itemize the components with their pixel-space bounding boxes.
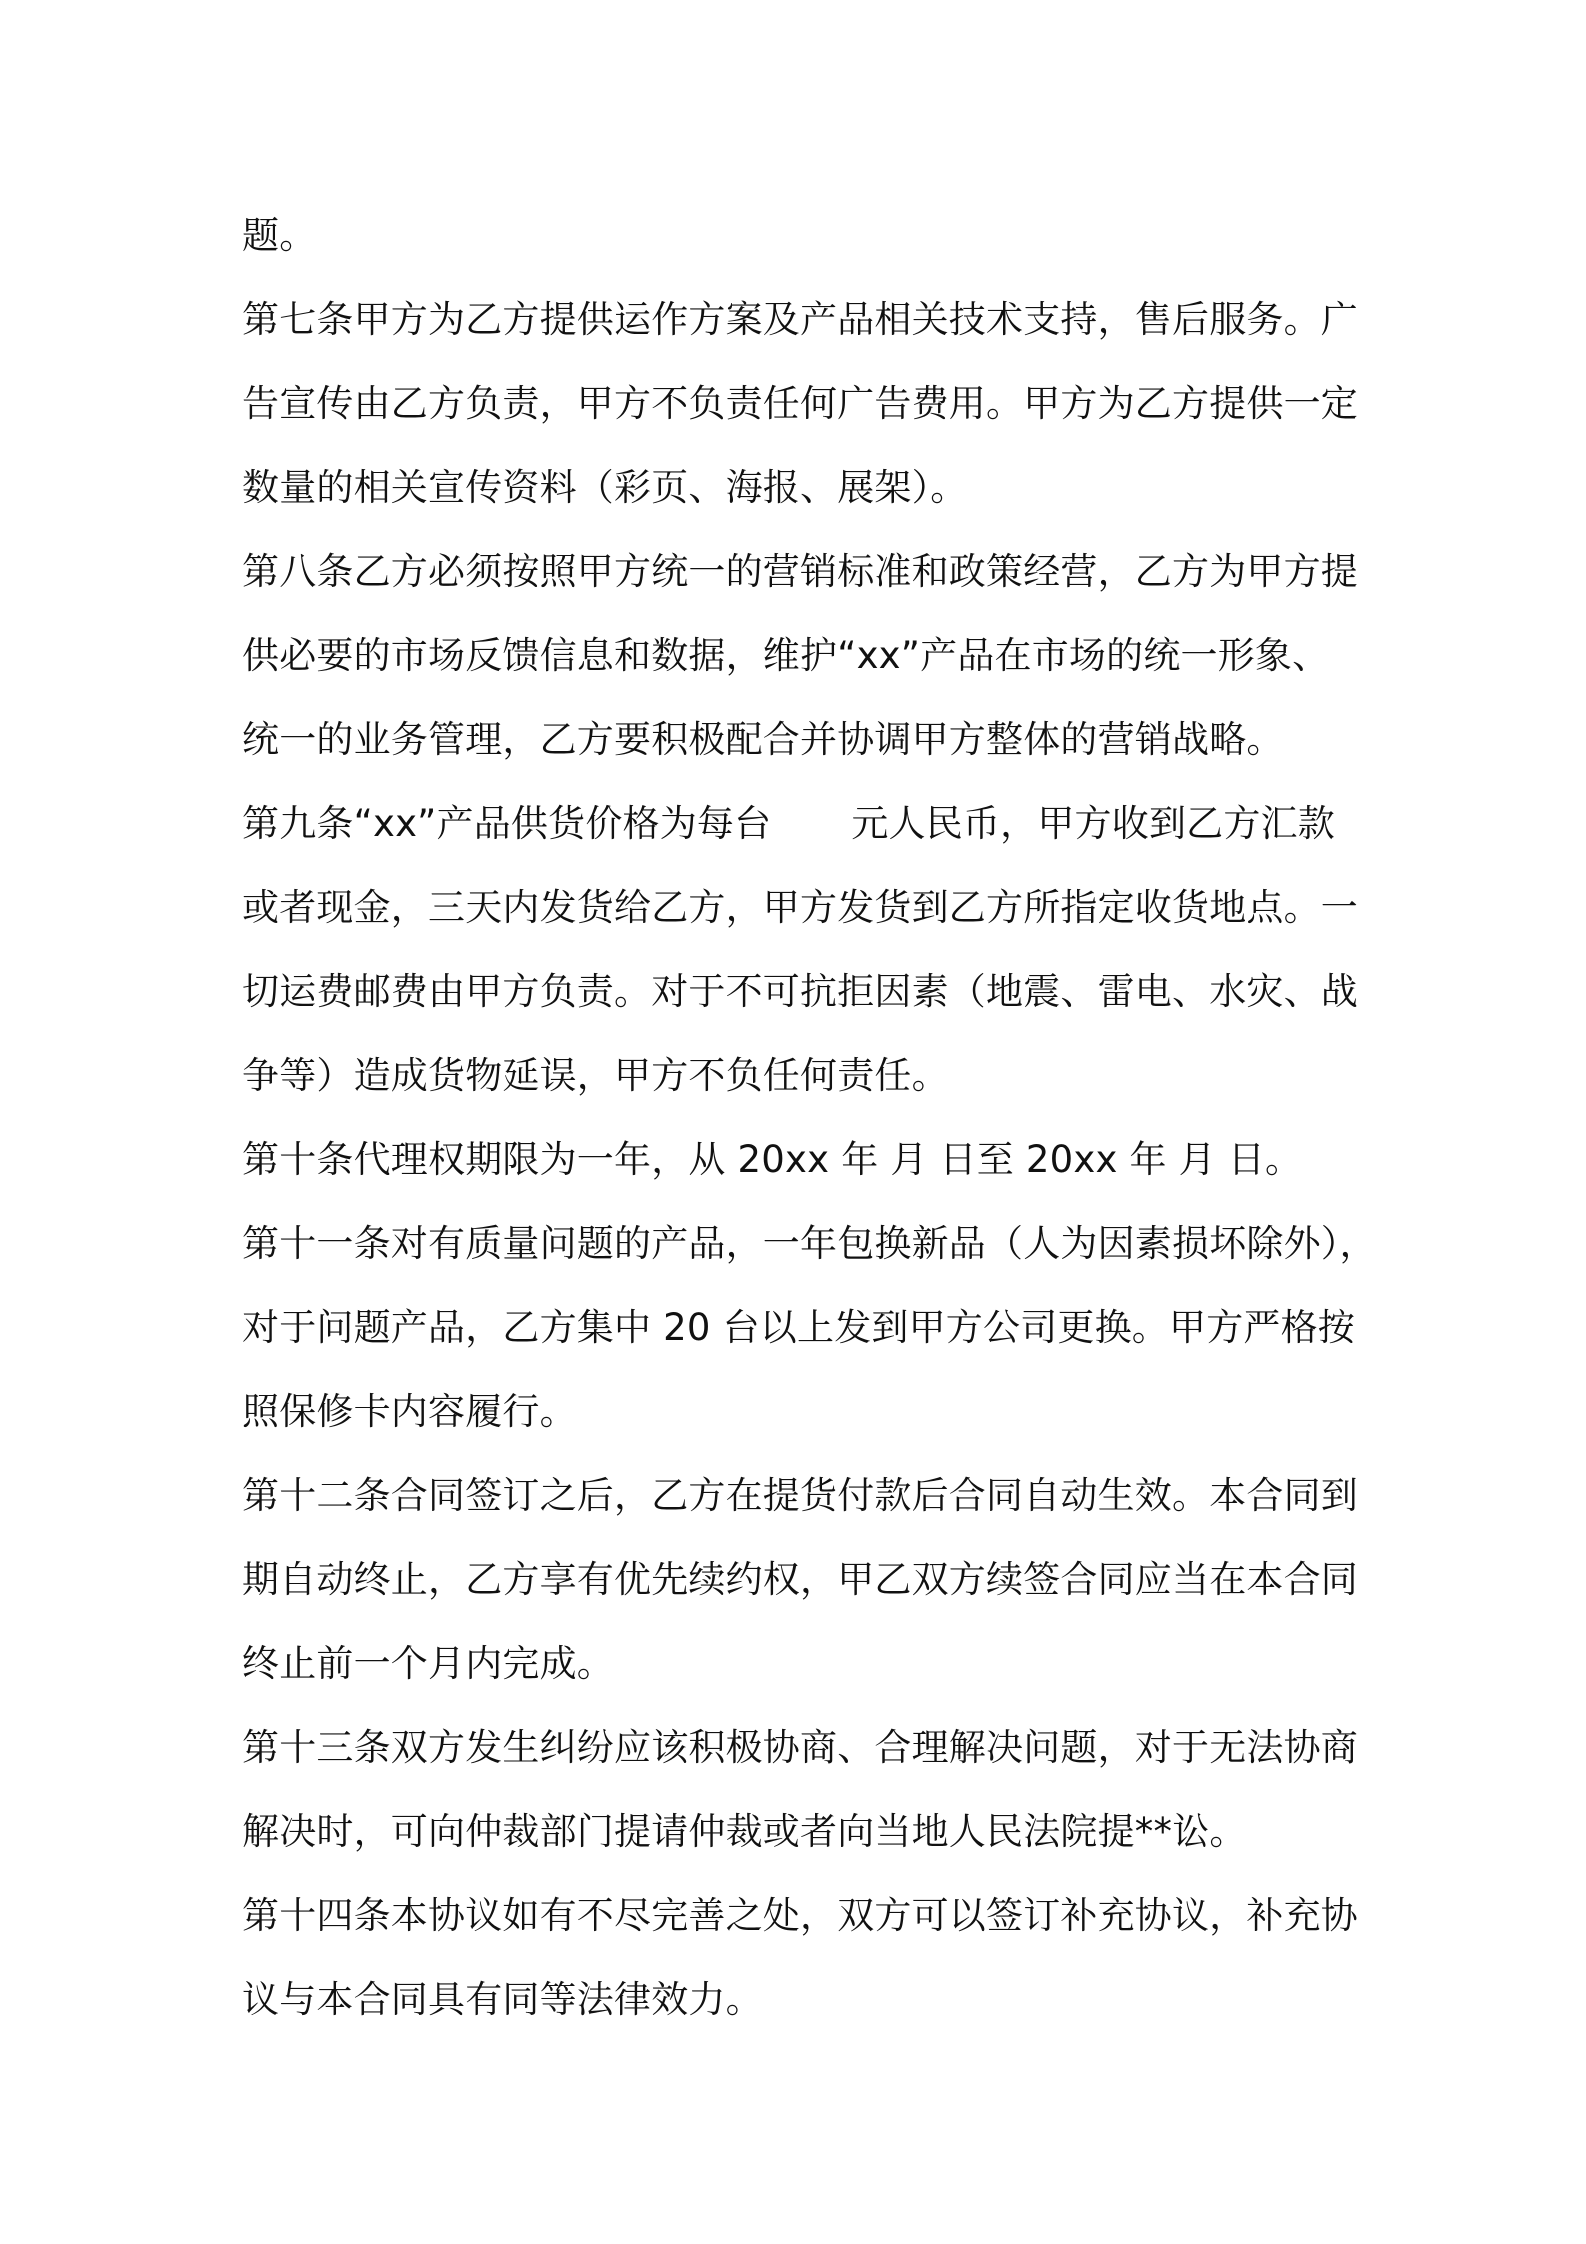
text-line: 第十一条对有质量问题的产品，一年包换新品（人为因素损坏除外）， bbox=[242, 1222, 1377, 1265]
text-line: 第七条甲方为乙方提供运作方案及产品相关技术支持，售后服务。广 bbox=[242, 298, 1358, 341]
text-line: 议与本合同具有同等法律效力。 bbox=[242, 1978, 763, 2021]
text-segment: 元人民币，甲方收到乙方汇款 bbox=[851, 802, 1335, 845]
text-line: 第十四条本协议如有不尽完善之处，双方可以签订补充协议，补充协 bbox=[242, 1894, 1358, 1937]
text-line: 或者现金，三天内发货给乙方，甲方发货到乙方所指定收货地点。一 bbox=[242, 886, 1358, 929]
text-line: 第十条代理权期限为一年，从 20xx 年 月 日至 20xx 年 月 日。 bbox=[242, 1138, 1303, 1181]
text-line: 第十三条双方发生纠纷应该积极协商、合理解决问题，对于无法协商 bbox=[242, 1726, 1358, 1769]
text-line: 第十二条合同签订之后，乙方在提货付款后合同自动生效。本合同到 bbox=[242, 1474, 1358, 1517]
text-line: 告宣传由乙方负责，甲方不负责任何广告费用。甲方为乙方提供一定 bbox=[242, 382, 1358, 425]
text-line: 切运费邮费由甲方负责。对于不可抗拒因素（地震、雷电、水灾、战 bbox=[242, 970, 1358, 1013]
contract-text bbox=[242, 194, 1377, 2042]
text-line: 供必要的市场反馈信息和数据，维护“xx”产品在市场的统一形象、 bbox=[242, 634, 1330, 677]
text-segment: 第九条“xx”产品供货价格为每台 bbox=[242, 802, 772, 845]
text-line: 对于问题产品，乙方集中 20 台以上发到甲方公司更换。甲方严格按 bbox=[242, 1306, 1356, 1349]
text-line: 第八条乙方必须按照甲方统一的营销标准和政策经营，乙方为甲方提 bbox=[242, 550, 1358, 593]
text-line: 统一的业务管理，乙方要积极配合并协调甲方整体的营销战略。 bbox=[242, 718, 1284, 761]
text-line: 终止前一个月内完成。 bbox=[242, 1642, 614, 1685]
text-line bbox=[242, 782, 1362, 866]
text-line: 期自动终止，乙方享有优先续约权，甲乙双方续签合同应当在本合同 bbox=[242, 1558, 1358, 1601]
text-line: 解决时，可向仲裁部门提请仲裁或者向当地人民法院提**讼。 bbox=[242, 1810, 1247, 1853]
text-line: 照保修卡内容履行。 bbox=[242, 1390, 577, 1433]
text-line: 数量的相关宣传资料（彩页、海报、展架）。 bbox=[242, 466, 968, 509]
text-line: 题。 bbox=[242, 214, 317, 257]
text-line: 争等）造成货物延误，甲方不负任何责任。 bbox=[242, 1054, 949, 1097]
